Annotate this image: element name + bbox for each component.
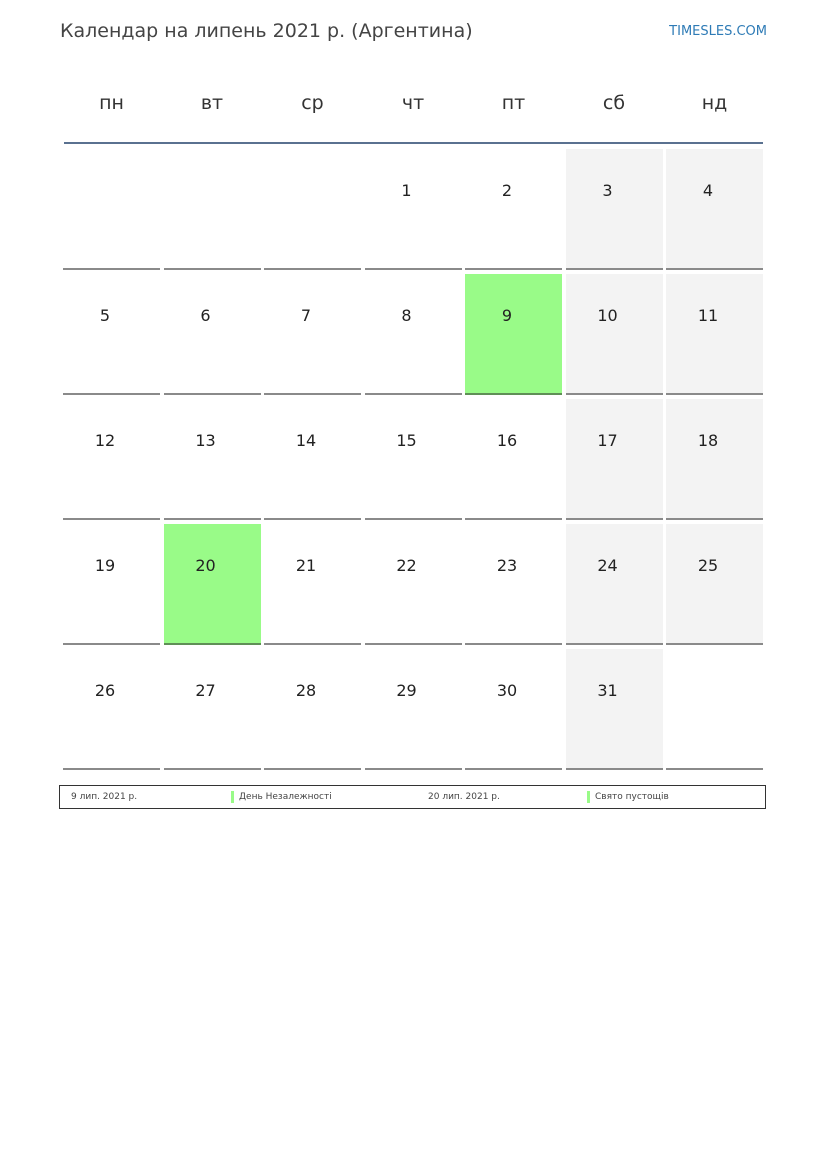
day-cell [264, 399, 361, 520]
empty-day-cell [666, 649, 763, 770]
day-cell [164, 274, 261, 395]
day-number: 12 [94, 431, 116, 450]
day-cell [264, 649, 361, 770]
day-number: 27 [195, 681, 216, 700]
day-number: 6 [200, 306, 211, 325]
day-number: 9 [501, 306, 513, 325]
day-number: 17 [597, 431, 618, 450]
day-cell [63, 274, 160, 395]
legend-color-swatch [231, 791, 234, 803]
day-cell [465, 524, 562, 645]
day-number: 3 [602, 181, 613, 200]
day-number: 30 [496, 681, 518, 700]
day-cell [63, 399, 160, 520]
day-cell [365, 399, 462, 520]
day-cell [666, 149, 763, 270]
day-number: 24 [597, 556, 618, 575]
day-cell [465, 149, 562, 270]
day-number: 11 [697, 306, 719, 325]
day-cell [365, 149, 462, 270]
day-cell [264, 274, 361, 395]
day-cell [164, 399, 261, 520]
day-cell [666, 399, 763, 520]
empty-day-cell [164, 149, 261, 270]
day-number: 28 [295, 681, 317, 700]
day-cell [365, 274, 462, 395]
weekday-header [63, 80, 764, 128]
holiday-legend [59, 785, 766, 809]
weekday-mon: пн [99, 92, 124, 114]
day-number: 15 [396, 431, 417, 450]
day-number: 21 [295, 556, 317, 575]
day-cell [264, 524, 361, 645]
header-divider [64, 142, 763, 144]
day-number: 2 [501, 181, 513, 200]
day-number: 23 [496, 556, 518, 575]
day-number: 7 [300, 306, 312, 325]
brand-link[interactable]: TIMESLES.COM [669, 24, 767, 39]
day-number: 29 [396, 681, 417, 700]
day-number: 20 [195, 556, 216, 575]
day-cell [365, 649, 462, 770]
day-number: 13 [195, 431, 216, 450]
day-number: 10 [597, 306, 618, 325]
day-number: 25 [697, 556, 719, 575]
weekday-sat: сб [602, 92, 626, 114]
weekday-tue: вт [200, 92, 224, 114]
day-cell [666, 274, 763, 395]
page-title: Календар на липень 2021 р. (Аргентина) [60, 20, 473, 42]
day-cell [465, 274, 562, 395]
day-cell [164, 649, 261, 770]
empty-day-cell [63, 149, 160, 270]
day-number: 4 [702, 181, 714, 200]
day-cell [465, 399, 562, 520]
weekday-wed: ср [301, 92, 324, 114]
day-cell [63, 649, 160, 770]
legend-holiday-name: Свято пустощів [595, 792, 669, 802]
day-number: 18 [697, 431, 719, 450]
day-cell [566, 274, 663, 395]
weekday-fri: пт [501, 92, 526, 114]
weekday-sun: нд [701, 92, 728, 114]
legend-holiday-name: День Незалежності [239, 792, 332, 802]
empty-day-cell [264, 149, 361, 270]
day-cell [666, 524, 763, 645]
day-cell [566, 524, 663, 645]
day-number: 1 [401, 181, 412, 200]
day-cell [566, 399, 663, 520]
day-cell [63, 524, 160, 645]
day-number: 19 [94, 556, 116, 575]
legend-color-swatch [587, 791, 590, 803]
weekday-thu: чт [401, 92, 425, 114]
calendar-grid [63, 149, 764, 774]
legend-date: 20 лип. 2021 р. [428, 792, 500, 802]
day-number: 31 [597, 681, 618, 700]
legend-date: 9 лип. 2021 р. [71, 792, 138, 802]
day-cell [365, 524, 462, 645]
day-number: 8 [401, 306, 412, 325]
day-cell [164, 524, 261, 645]
day-cell [566, 649, 663, 770]
day-number: 16 [496, 431, 518, 450]
day-cell [465, 649, 562, 770]
day-number: 14 [295, 431, 317, 450]
day-number: 22 [396, 556, 417, 575]
day-number: 26 [94, 681, 116, 700]
day-cell [566, 149, 663, 270]
day-number: 5 [99, 306, 111, 325]
